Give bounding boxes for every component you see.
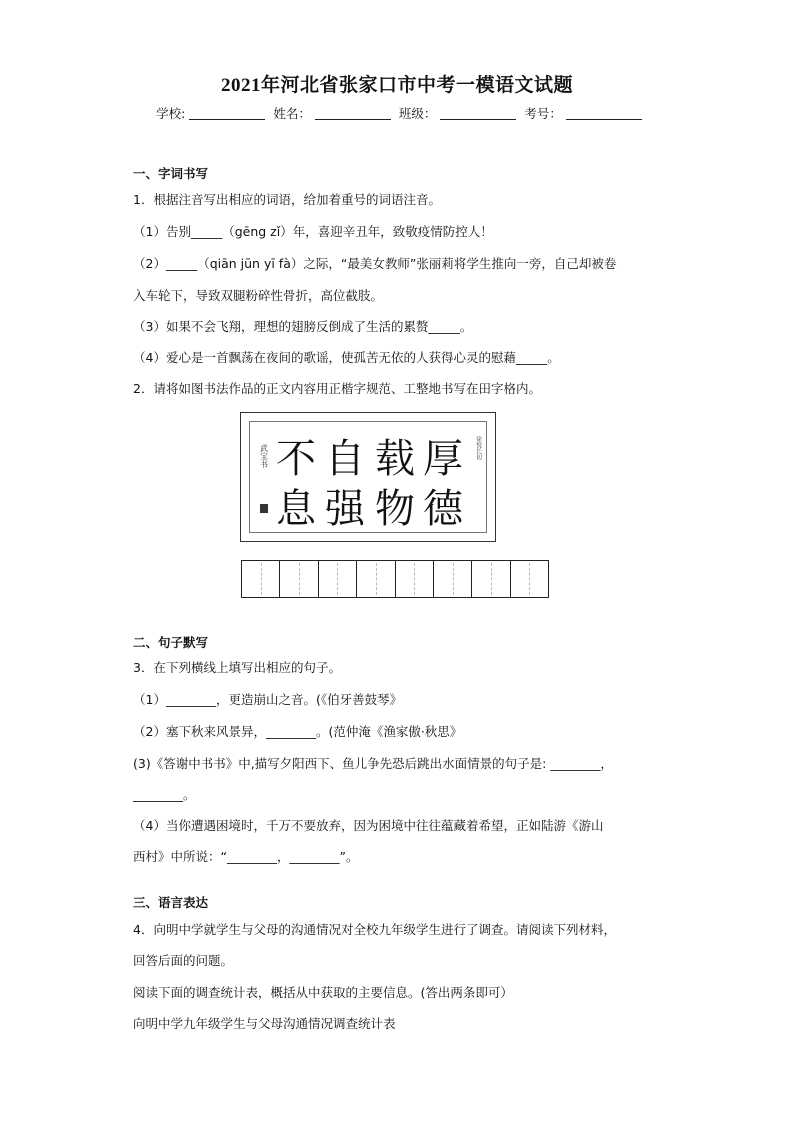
calli-char-6: 物 — [375, 486, 415, 532]
page-title: 2021年河北省张家口市中考一模语文试题 — [220, 75, 573, 96]
calli-inscription-left: 武宝书 — [259, 444, 269, 468]
q3-item-3-line2: ________。 — [133, 787, 196, 802]
q1-item-1: （1）告别_____（gēng zǐ）年，喜迎辛丑年，致敬疫情防控人！ — [133, 224, 493, 239]
grid-cell[interactable] — [396, 561, 434, 597]
grid-cell[interactable] — [242, 561, 280, 597]
q3-item-3-line1: (3)《答谢中书书》中,描写夕阳西下、鱼儿争先恐后跳出水面情景的句子是: ________， — [133, 756, 613, 771]
section-heading-1: 一、字词书写 — [133, 166, 209, 181]
calligraphy-characters — [250, 422, 486, 532]
q4-stem-line1: 4．向明中学就学生与父母的沟通情况对全校九年级学生进行了调查。请阅读下列材料， — [133, 922, 616, 937]
q1-item-4: （4）爱心是一首飘荡在夜间的歌谣，使孤苦无依的人获得心灵的慰藉_____。 — [133, 350, 560, 365]
q4-subquestion: 阅读下面的调查统计表，概括从中获取的主要信息。(答出两条即可） — [133, 985, 513, 1000]
calli-char-7: 强 — [325, 486, 365, 532]
q1-item-2-line1: （2）_____（qiān jūn yī fà）之际，“最美女教师”张丽莉将学生推向一旁，自己却被卷 — [133, 256, 617, 271]
grid-cell[interactable] — [280, 561, 318, 597]
section-heading-3: 三、语言表达 — [133, 895, 209, 910]
tianzi-grid — [241, 560, 549, 598]
student-info-line — [0, 104, 794, 122]
class-label: 班级： — [398, 106, 437, 121]
school-field[interactable] — [189, 107, 265, 120]
grid-cell[interactable] — [511, 561, 548, 597]
exam-no-field[interactable] — [566, 107, 642, 120]
name-label: 姓名： — [273, 106, 311, 121]
q2-stem: 2．请将如图书法作品的正文内容用正楷字规范、工整地书写在田字格内。 — [133, 381, 541, 396]
q3-item-4-line1: （4）当你遭遇困境时，千万不要放弃，因为困境中往往蕴藏着希望，正如陆游《游山 — [133, 818, 604, 833]
q3-stem: 3．在下列横线上填写出相应的句子。 — [133, 660, 341, 675]
calli-char-3: 自 — [325, 436, 365, 482]
q1-item-3: （3）如果不会飞翔，理想的翅膀反倒成了生活的累赘_____。 — [133, 319, 473, 334]
q1-stem: 1．根据注音写出相应的词语，给加着重号的词语注音。 — [133, 192, 441, 207]
seal-stamp — [260, 504, 268, 513]
exam-no-label: 考号： — [524, 106, 562, 121]
calli-inscription-right: 徐悦长切 — [474, 436, 482, 460]
calli-char-8: 息 — [276, 486, 316, 532]
q3-item-1: （1）________，更造崩山之音。(《伯牙善鼓琴》 — [133, 692, 403, 707]
calli-char-2: 载 — [375, 436, 415, 482]
calli-char-4: 不 — [276, 436, 316, 482]
grid-cell[interactable] — [319, 561, 357, 597]
section-heading-2: 二、句子默写 — [133, 635, 209, 650]
calli-char-5: 德 — [423, 486, 463, 532]
grid-cell[interactable] — [357, 561, 395, 597]
q3-item-4-line2: 西村》中所说：“________，________”。 — [133, 849, 359, 864]
calligraphy-artwork — [240, 412, 496, 542]
grid-cell[interactable] — [434, 561, 472, 597]
q1-item-2-line2: 入车轮下，导致双腿粉碎性骨折，高位截肢。 — [133, 288, 384, 303]
school-label: 学校: — [156, 106, 186, 121]
grid-cell[interactable] — [472, 561, 510, 597]
q3-item-2: （2）塞下秋来风景异，________。(范仲淹《渔家傲·秋思》 — [133, 724, 463, 739]
q4-stem-line2: 回答后面的问题。 — [133, 953, 234, 968]
name-field[interactable] — [315, 107, 391, 120]
q4-table-title: 向明中学九年级学生与父母沟通情况调查统计表 — [133, 1016, 396, 1031]
class-field[interactable] — [440, 107, 516, 120]
calli-char-1: 厚 — [423, 436, 463, 482]
